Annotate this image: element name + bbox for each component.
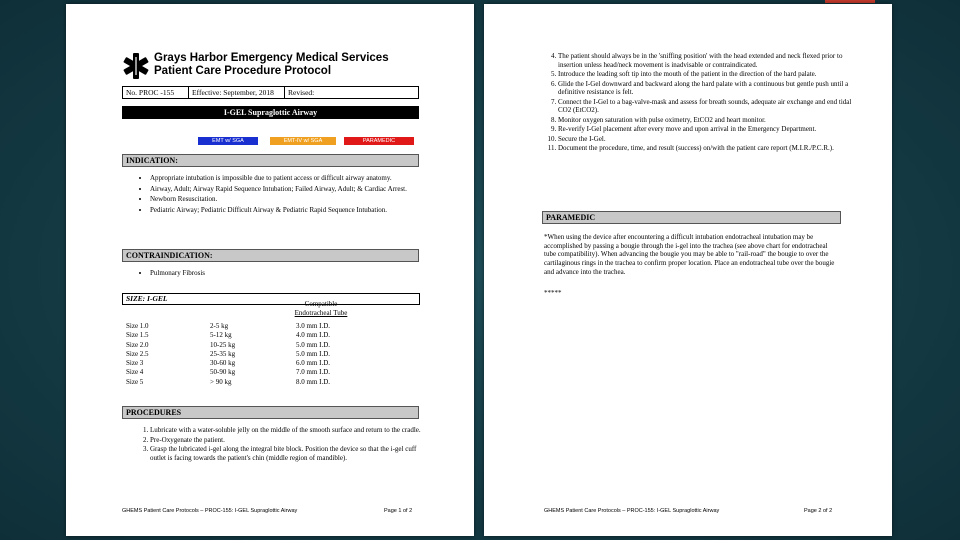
list-item: 5. Introduce the leading soft tip into the mouth of the patient in the direction of the hard palate. [558,70,852,79]
tube-cell: 3.0 mm I.D. [296,322,331,330]
size-heading: SIZE: I-GEL [122,293,420,305]
list-item: 10. Secure the I-Gel. [558,135,852,144]
tube-cell: 5.0 mm I.D. [296,349,331,358]
footer-text: GHEMS Patient Care Protocols – PROC-155: I-GEL Supraglottic Airway [544,508,720,514]
document-page-1 [66,4,474,536]
size-cell: Size 1.5 [126,331,149,340]
protocol-title: I-GEL Supraglottic Airway [122,106,419,119]
indication-list [136,174,420,216]
table-row [126,378,396,387]
tube-cell: 6.0 mm I.D. [296,359,331,368]
org-name: Grays Harbor Emergency Medical Services [154,52,389,64]
endotracheal-tube-header: Endotracheal Tube [294,309,348,317]
footer-text: GHEMS Patient Care Protocols – PROC-155: I-GEL Supraglottic Airway [122,508,298,514]
paramedic-heading: PARAMEDIC [542,211,841,224]
size-cell: Size 1.0 [126,322,149,330]
table-row [126,331,396,340]
weight-cell: > 90 kg [210,377,232,386]
procedures-list [136,426,422,463]
size-cell: Size 5 [126,377,144,386]
list-item: • Pediatric Airway; Pediatric Difficult Airway & Pediatric Rapid Sequence Intubation. [150,206,420,215]
protocol-number: No. PROC -155 [123,87,189,98]
document-header [122,50,422,86]
list-item: 8. Monitor oxygen saturation with pulse oximetry, EtCO2 and heart monitor. [558,116,852,125]
contraindication-list [136,269,420,280]
weight-cell: 50-90 kg [210,368,236,377]
weight-cell: 30-60 kg [210,359,236,368]
contraindication-heading: CONTRAINDICATION: [122,249,419,262]
list-item: 7. Connect the I-Gel to a bag-valve-mask and assess for breath sounds, adequate air exchange and end tidal CO2 (EtCO2). [558,98,852,115]
level-badge-emt-iv: EMT-IV w/ SGA [270,137,336,145]
list-item: 3. Grasp the lubricated i-gel along the integral bite block. Position the device so that the i-gel cuff outlet is facing towards the patient's chin (middle region of mandible). [150,445,422,462]
end-marks: ***** [544,289,562,297]
list-item: • Newborn Resuscitation. [150,195,420,204]
list-item: 1. Lubricate with a water-soluble jelly on the middle of the smooth surface and return to the cradle. [150,426,422,435]
revised-date: Revised: [288,88,315,97]
procedures-heading: PROCEDURES [122,406,419,419]
page-number: Page 1 of 2 [384,508,413,514]
page-number: Page 2 of 2 [804,508,833,514]
organization-title [154,52,389,78]
size-cell: Size 2.0 [126,340,149,349]
tube-cell: 8.0 mm I.D. [296,377,331,386]
size-cell: Size 4 [126,368,144,377]
list-item: • Appropriate intubation is impossible due to patient access or difficult airway anatomy. [150,174,420,183]
list-item: • Pulmonary Fibrosis [150,269,420,278]
list-item: • Airway, Adult; Airway Rapid Sequence Intubation; Failed Airway, Adult; & Cardiac Arrest. [150,185,420,194]
compatible-label: Compatible [304,300,338,308]
level-badge-emt: EMT w/ SGA [198,137,258,145]
top-accent-bar [825,0,875,3]
protocol-subtitle: Patient Care Procedure Protocol [154,65,332,77]
table-row [126,368,396,377]
weight-cell: 5-12 kg [210,331,232,340]
list-item: 6. Glide the I-Gel downward and backward along the hard palate with a continuous but gentle push until a definitive resistance is felt. [558,80,852,97]
table-row [126,341,396,350]
level-badge-paramedic: PARAMEDIC [344,137,414,145]
size-cell: Size 2.5 [126,349,149,358]
size-cell: Size 3 [126,359,144,368]
procedures-list-continued [544,52,852,154]
protocol-meta-row [122,86,419,99]
indication-heading: INDICATION: [122,154,419,167]
list-item: 9. Re-verify I-Gel placement after every move and upon arrival in the Emergency Department. [558,125,852,134]
size-table [126,322,396,387]
table-row [126,350,396,359]
star-of-life-icon [122,52,150,80]
list-item: 2. Pre-Oxygenate the patient. [150,436,422,445]
weight-cell: 25-35 kg [210,349,236,358]
list-item: 4. The patient should always be in the 'sniffing position' with the head extended and neck flexed prior to insertion unless head/neck movement is inadvisable or contraindicated. [558,52,852,69]
weight-cell: 10-25 kg [210,340,236,349]
tube-cell: 7.0 mm I.D. [296,368,331,377]
paramedic-note: *When using the device after encountering a difficult intubation endotracheal intubation may be accomplished by passing a bougie through the i-gel into the trachea (see above chart for endotracheal tube compatibility). When advancing the bougie you may be able to "rail-road" the bougie to over the cartilaginous rings in the trachea to confirm proper location. Place an endotracheal tube over the bougie and advance into the trachea. [544,233,835,276]
tube-cell: 4.0 mm I.D. [296,331,331,340]
document-page-2 [484,4,892,536]
weight-cell: 2-5 kg [210,322,229,330]
table-row [126,322,396,331]
effective-date: Effective: September, 2018 [189,87,285,98]
table-row [126,359,396,368]
list-item: 11. Document the procedure, time, and result (success) on/with the patient care report (M.I.R./P.C.R.). [558,144,852,153]
tube-cell: 5.0 mm I.D. [296,340,331,349]
